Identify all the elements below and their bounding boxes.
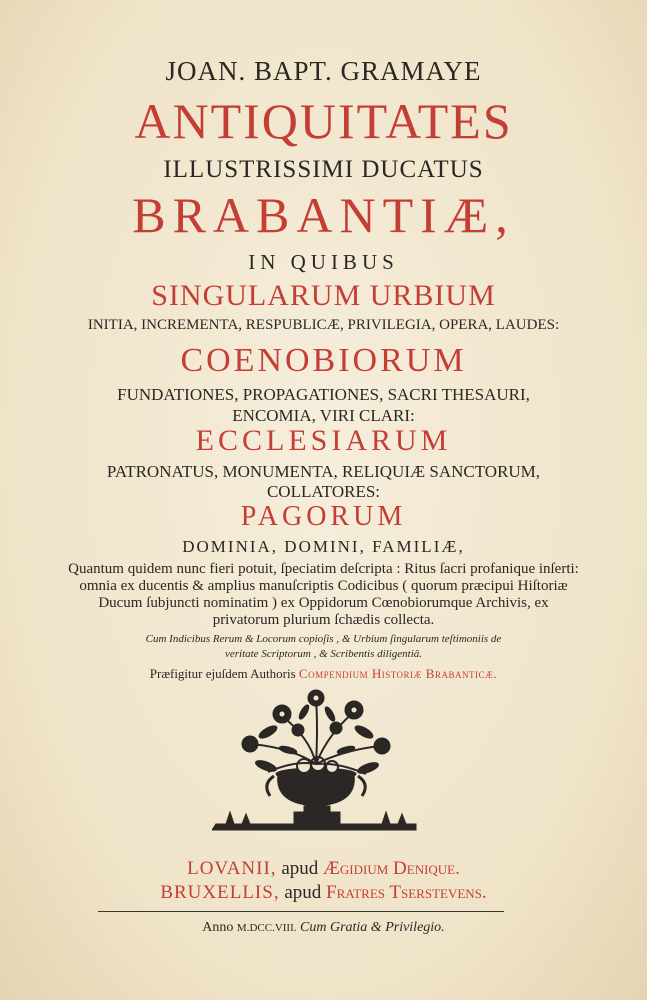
title-brabantiae: BRABANTIÆ, <box>132 187 515 243</box>
urbium-description: INITIA, INCREMENTA, RESPUBLICÆ, PRIVILEGIA, OPERA, LAUDES: <box>87 317 560 333</box>
coenobiorum-description-1: FUNDATIONES, PROPAGATIONES, SACRI THESAURI, <box>117 385 530 404</box>
title-ducatus: ILLUSTRISSIMI DUCATUS <box>163 156 484 183</box>
imprint-city-lovanii: LOVANII, <box>187 858 277 879</box>
anno-year: M.DCC.VIII. <box>236 922 297 934</box>
anno-word: Anno <box>202 920 234 935</box>
imprint-apud-2: apud <box>284 882 322 903</box>
imprint-rule <box>98 911 504 912</box>
imprint-apud-1: apud <box>281 858 319 879</box>
heading-singularum-urbium: SINGULARUM URBIUM <box>151 279 496 312</box>
heading-coenobiorum: COENOBIORUM <box>180 342 467 379</box>
imprint-line-1 <box>0 858 647 880</box>
praefigitur-text: Præfigitur ejuſdem Authoris <box>149 666 296 681</box>
praefigitur-line <box>0 666 647 682</box>
flower-vase-woodcut <box>212 688 420 838</box>
paragraph-line-1: Quantum quidem nunc fieri potuit, ſpeciatim deſcripta : Ritus ſacri profanique inſerti: <box>68 561 579 577</box>
imprint-city-bruxellis: BRUXELLIS, <box>160 882 280 903</box>
title-antiquitates: ANTIQUITATES <box>134 93 513 149</box>
author-line: JOAN. BAPT. GRAMAYE <box>165 56 482 86</box>
paragraph-line-4: privatorum plurium ſchædis collecta. <box>212 612 435 628</box>
imprint-printer-1: Ægidium Denique. <box>323 858 460 879</box>
coenobiorum-description-2: ENCOMIA, VIRI CLARI: <box>232 406 415 425</box>
paragraph-line-3: Ducum ſubjuncti nominatim ) ex Oppidorum Cœnobiorumque Archivis, ex <box>98 595 549 611</box>
pagorum-description: DOMINIA, DOMINI, FAMILIÆ, <box>182 537 465 556</box>
italic-note-line-2: veritate Scriptorum , & Scribentis diligentiâ. <box>224 648 423 660</box>
anno-line <box>0 920 647 936</box>
imprint-printer-2: Fratres Tserstevens. <box>326 882 487 903</box>
ecclesiarum-description-1: PATRONATUS, MONUMENTA, RELIQUIÆ SANCTORUM, <box>106 462 541 481</box>
italic-note-line-1: Cum Indicibus Rerum & Locorum copioſis , & Urbium ſingularum teſtimoniis de <box>145 633 502 645</box>
privilege-statement: Cum Gratia & Privilegio. <box>300 920 445 935</box>
heading-pagorum: PAGORUM <box>240 501 407 532</box>
title-in-quibus: IN QUIBUS <box>248 250 399 274</box>
compendium-title: Compendium Historiæ Brabanticæ. <box>298 666 498 681</box>
ecclesiarum-description-2: COLLATORES: <box>266 482 381 501</box>
heading-ecclesiarum: ECCLESIARUM <box>195 424 452 457</box>
imprint-line-2 <box>0 882 647 904</box>
paragraph-line-2: omnia ex ducentis & amplius manuſcriptis Codicibus ( quorum præcipui Hiſtoriæ <box>79 578 568 594</box>
